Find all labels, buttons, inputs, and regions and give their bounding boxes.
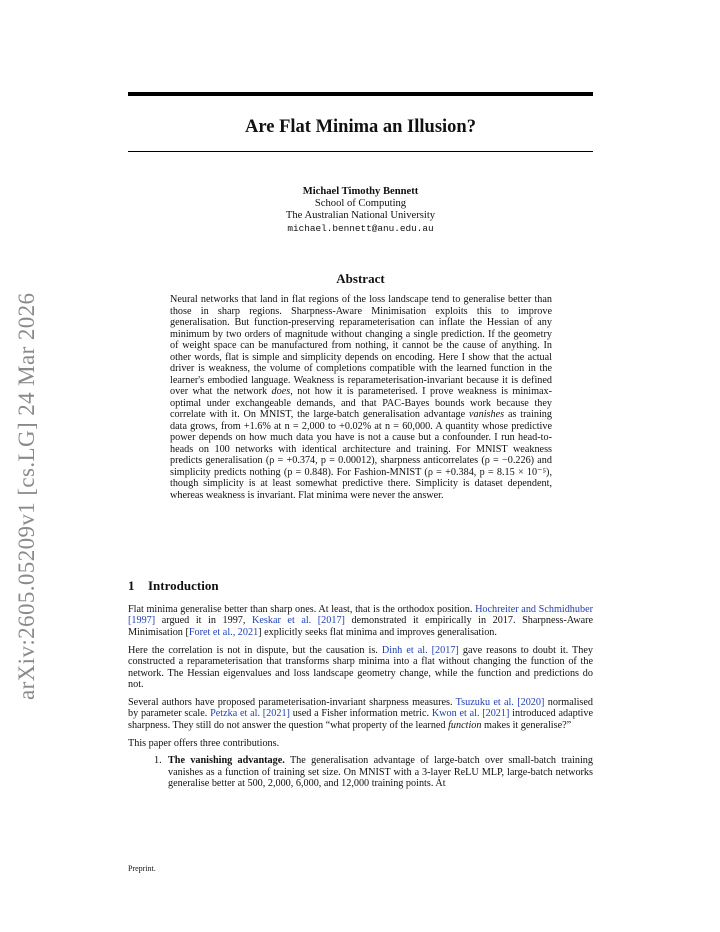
intro-p2-text-2: gave reasons to doubt it. They constructed a reparameterisation that transforms sharp minima into a flat without changing the function of the network. The Hessian eigenvalues and loss landscape geometry change, while the function and predictions do not.	[128, 644, 593, 690]
list-item	[128, 755, 593, 789]
abstract-part-2: , not how it is parameterised. I prove weakness is minimax-optimal under exchangeable demands, and that PAC-Bayes bounds work because they correlate with it. On MNIST, the large-batch generalisation advantage	[170, 386, 553, 420]
intro-p3-text-3: used a Fisher information metric.	[289, 708, 432, 720]
introduction-body	[128, 604, 593, 790]
intro-p3-text-5: makes it generalise?”	[481, 719, 572, 731]
author-block	[128, 186, 593, 235]
intro-p1-text-1: Flat minima generalise better than sharp ones. At least, that is the orthodox position.	[128, 604, 476, 615]
intro-paragraph-4: This paper offers three contributions.	[128, 737, 280, 749]
citation-petzka[interactable]: Petzka et al. [2021]	[210, 708, 290, 720]
intro-p1-text-2: argued it in 1997,	[155, 615, 253, 627]
intro-p3-text-4: introduced adaptive sharpness. They still do not answer the question “what property of the learned	[128, 708, 593, 731]
intro-paragraph-1	[128, 604, 593, 638]
title-rule-bottom	[128, 151, 593, 152]
abstract-heading: Abstract	[336, 271, 385, 286]
citation-kwon[interactable]: Kwon et al. [2021]	[431, 708, 510, 720]
paper-title: Are Flat Minima an Illusion?	[245, 117, 476, 137]
abstract-emphasis-vanishes: vanishes	[469, 409, 505, 420]
title-rule-top	[128, 92, 593, 96]
intro-p3-emphasis-function: function	[448, 719, 482, 731]
intro-p3-text-1: Several authors have proposed parameterisation-invariant sharpness measures.	[128, 696, 456, 708]
contribution-title: The vanishing advantage.	[168, 755, 285, 767]
author-department: School of Computing	[314, 198, 407, 210]
abstract-part-1: Neural networks that land in flat regions of the loss landscape tend to generalise better than those in sharp regions. Sharpness-Aware Minimisation exploits this to improve generalisation. But function-preserving reparameterisation can inflate the Hessian of any minimum by two orders of magnitude without changing a single prediction. If the geometry of weight space can be manufactured from nothing, it cannot be the cause of anything. In other words, flat is simple and simplicity depends on encoding. Here I show that the actual driver is weakness, the volume of completions compatible with the learned function in the learner's embodied language. Weakness is reparameterisation-invariant because it is defined over what the network	[170, 294, 552, 397]
author-affiliation: The Australian National University	[285, 210, 436, 222]
contributions-list	[128, 755, 593, 789]
section-title: Introduction	[148, 578, 219, 593]
author-email[interactable]: michael.bennett@anu.edu.au	[287, 222, 434, 234]
intro-p1-text-3: demonstrated it empirically in 2017. Sharpness-Aware Minimisation [	[128, 615, 593, 638]
author-name: Michael Timothy Bennett	[302, 186, 419, 197]
citation-hochreiter[interactable]: Hochreiter and Schmidhuber [1997]	[128, 604, 593, 627]
intro-paragraph-2	[128, 645, 593, 691]
abstract-emphasis-does: does	[271, 386, 291, 397]
citation-dinh[interactable]: Dinh et al. [2017]	[381, 644, 459, 656]
intro-p1-text-4: ] explicitly seeks flat minima and improves generalisation.	[258, 626, 497, 638]
abstract-text	[170, 294, 552, 501]
intro-p3-text-2: normalised by parameter scale.	[128, 696, 593, 720]
list-marker: 1.	[154, 755, 162, 767]
footer-preprint: Preprint.	[128, 864, 156, 873]
intro-paragraph-3	[128, 697, 593, 731]
citation-foret[interactable]: Foret et al., 2021	[188, 626, 259, 638]
contribution-text: The generalisation advantage of large-batch over small-batch training vanishes as a function of training set size. On MNIST with a 3-layer ReLU MLP, large-batch networks generalise better at 500, 2,000, 6,000, and 12,000 training points. At	[168, 755, 593, 790]
citation-keskar[interactable]: Keskar et al. [2017]	[252, 615, 345, 627]
abstract-part-3: as training data grows, from +1.6% at n = 2,000 to +0.02% at n = 60,000. A quantity whose predictive power depends on how much data you have is not a cause but a confounder. I run head-to-heads on 100 networks with identical architecture and training. For MNIST weakness predicts generalisation (ρ = +0.374, p = 0.00012), sharpness anticorrelates (ρ = −0.226) and simplicity predicts nothing (p = 0.848). For Fashion-MNIST (ρ = +0.384, p = 8.15 × 10⁻⁵), though simplicity is at least somewhat predictive there. Simplicity is dataset dependent, whereas weakness is invariant. Flat minima were never the answer.	[170, 409, 552, 501]
section-number: 1	[128, 578, 135, 593]
section-heading-introduction	[128, 578, 219, 594]
citation-tsuzuku[interactable]: Tsuzuku et al. [2020]	[455, 696, 545, 708]
intro-p2-text-1: Here the correlation is not in dispute, but the causation is.	[128, 644, 382, 656]
arxiv-identifier: arXiv:2605.05209v1 [cs.LG] 24 Mar 2026	[14, 292, 39, 700]
